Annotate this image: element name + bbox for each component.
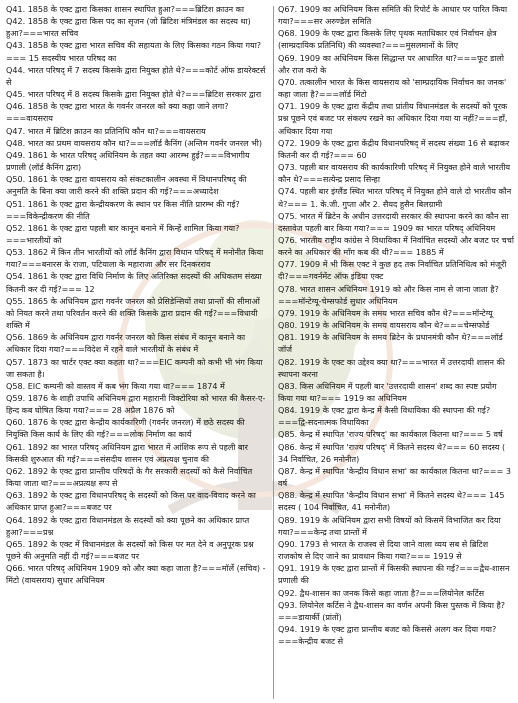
question-49: Q49. 1861 के भारत परिषद् अधिनियम के तहत क्या आरम्भ हुई?===विभागीय प्रणाली (लॉर्ड कैनिंग द्वारा) [6,150,250,173]
question-65: Q65. 1892 के एक्ट में विधानमंडल के सदस्यों को किस पर मत देने व अनुपूरक प्रश्न पूछने की अनुमति नहीं दी गई?===बजट पर [6,539,254,562]
question-83: Q83. किस अधिनियम में पहली बार 'उत्तरदायी शासन' शब्द का स्पष्ट प्रयोग किया गया था?=== 1919 का अधिनियम [278,381,497,403]
question-91: Q91. 1919 के एक्ट द्वारा प्रान्तों में किसकी स्थापना की गई?===द्वैध-शासन प्रणाली की [278,564,510,586]
question-53: Q53. 1862 में किन तीन भारतीयों को लॉर्ड कैनिंग द्वारा विधान परिषद् में मनोनीत किया गया?===बनारस के राजा, पटियाला के महाराजा और सर दिनकरराव [6,248,264,270]
question-93: Q93. लियोनेल कर्टिस ने द्वैध-शासन का वर्णन अपनी किस पुस्तक में किया है?===डायार्की (प्रांतों) [278,600,506,622]
question-63: Q63. 1892 के एक्ट द्वारा विधानपरिषद् के सदस्यों को किस पर वाद-विवाद करने का अधिकार प्राप्त हुआ?===बजट पर [6,491,256,513]
question-51: Q51. 1861 के एक्ट द्वारा केन्द्रीयकरण के स्थान पर किस नीति प्रारम्भ की गई?===विकेन्द्रीकरण की नीति [6,199,240,221]
question-64: Q64. 1892 के एक्ट द्वारा विधानमंडल के सदस्यों को क्या पूछने का अधिकार प्राप्त हुआ?===प्रश्न [6,515,250,537]
question-92: Q92. द्वैध-शासन का जनक किसे कहा जाता है?===लियोनेल कर्टिस [278,588,485,598]
question-54: Q54. 1861 के एक्ट द्वारा विधि निर्माण के लिए अतिरिक्त सदस्यों की अधिकतम संख्या कितनी कर दी गई?=== 12 [6,272,262,294]
left-column [6,4,268,588]
question-76: Q76. भारतीय राष्ट्रीय कांग्रेस ने विधायिका में निर्वाचित सदस्यों और बजट पर चर्चा करने का अधिकार की माँग कब की थी?=== 1885 में [278,235,514,258]
question-77: Q77. 1909 में भी किस एक्ट ने कुछ हद तक निर्वाचित प्रतिनिधित्व को मंजूरी दी?===गवर्नमेंट ऑफ इंडिया एक्ट [278,260,507,282]
question-81: Q81. 1919 के अधिनियम के समय ब्रिटेन के प्रधानमंत्री कौन थे?===लॉर्ड जॉर्ज [278,333,503,355]
question-68: Q68. 1909 के एक्ट द्वारा किसके लिए पृथक मताधिकार एवं निर्वाचन क्षेत्र (साम्प्रदायिक प्रतिनिधि) की व्यवस्था?===मुसलमानों के लिए [278,29,497,51]
question-89: Q89. 1919 के अधिनियम द्वारा सभी विषयों को किसमें विभाजित कर दिया गया?===केन्द्र तथा प्रान्तों में [278,515,501,537]
question-56: Q56. 1869 के अधिनियम द्वारा गवर्नर जनरल को किस संबंध में कानून बनाने का अधिकार दिया गया?===विदेश में रहने वाले भारतीयों के संबंध में [6,333,246,355]
question-45: Q45. भारत परिषद् में 8 सदस्य किसके द्वारा नियुक्त होते थे?===ब्रिटिश सरकार द्वारा [6,90,262,100]
column-divider [273,6,274,699]
question-41: Q41. 1858 के एक्ट द्वारा किसका शासन स्थापित हुआ?===ब्रिटिश क्राउन का [6,5,244,14]
question-62: Q62. 1892 के एक्ट द्वारा प्रान्तीय परिषदों के गैर सरकारी सदस्यों को कैसे निर्वाचित किया जाता था?===अप्रत्यक्ष रूप से [6,466,253,489]
question-74: Q74. पहली बार इंग्लैंड स्थित भारत परिषद् में नियुक्त होने वाले दो भारतीय कौन थे?=== 1. के.जी. गुप्ता और 2. सैयद हुसैन बिलग्रामी [278,187,512,209]
question-79: Q79. 1919 के अधिनियम के समय भारत सचिव कौन थे?===मॉन्टेग्यू [278,308,493,318]
question-58: Q58. EIC कम्पनी को वास्तव में कब भंग किया गया था?=== 1874 में [6,381,225,391]
question-73: Q73. पहली बार वायसराय की कार्यकारिणी परिषद् में नियुक्त होने वाले भारतीय कौन थे?===सत्येन्द्र प्रसाद सिन्हा [278,163,511,185]
question-43: Q43. 1858 के एक्ट द्वारा भारत सचिव की सहायता के लिए किसका गठन किया गया?=== 15 सदस्यीय भारत परिषद का [6,41,262,63]
question-52: Q52. 1861 के एक्ट द्वारा पहली बार कानून बनाने में किन्हें शामिल किया गया?===भारतीयों को [6,223,240,245]
question-71: Q71. 1909 के एक्ट द्वारा केंद्रीय तथा प्रांतीय विधानमंडल के सदस्यों को पूरक प्रश्न पूछने एवं बजट पर संकल्प रखने का अधिकार दिया गया या नहीं?===हाँ, अधिकार दिया गया [278,102,508,136]
question-90: Q90. 1793 से भारत के राजस्व से दिया जाने वाला व्यय सब से ब्रिटिश राजकोष से दिए जाने का प्रावधान किया गया?=== 1919 से [278,539,489,562]
question-60: Q60. 1876 के एक्ट द्वारा केन्द्रीय कार्यकारिणी (गवर्नर जनरल) में छठे सदस्य की नियुक्ति किस कार्य के लिए की गई?===लोक निर्माण का कार्य [6,418,245,440]
question-72: Q72. 1909 के एक्ट द्वारा केंद्रीय विधानपरिषद् में सदस्य संख्या 16 से बढ़ाकर कितनी कर दी गई?=== 60 [278,138,510,160]
right-column [278,4,514,648]
question-86: Q86. केन्द्र में स्थापित 'राज्य परिषद्' में कितने सदस्य थे?=== 60 सदस्य ( 34 निर्वाचित, 26 मनोनीत) [278,442,506,464]
question-44: Q44. भारत परिषद् में 7 सदस्य किसके द्वारा नियुक्त होते थे?===कोर्ट ऑफ डायरेक्टर्स से [6,65,266,87]
question-59: Q59. 1876 के शाही उपाधि अधिनियम द्वारा महारानी विक्टोरिया को भारत की कैसर-ए-हिन्द कब घोषित किया गया?=== 28 अप्रैल 1876 को [6,394,266,416]
question-88: Q88. केन्द्र में स्थापित 'केन्द्रीय विधान सभा' में कितने सदस्य थे?=== 145 सदस्य ( 104 निर्वाचित, 41 मनोनीत) [278,491,505,513]
question-78: Q78. भारत शासन अधिनियम 1919 को और किस नाम से जाना जाता है?===मॉन्टेग्यू-चेम्सफोर्ड सुधार अधिनियम [278,284,499,306]
question-69: Q69. 1909 का अधिनियम किस सिद्धान्त पर आधारित था?===फूट डालो और राज करो के [278,53,504,75]
question-94: Q94. 1919 के एक्ट द्वारा प्रान्तीय बजट को किससे अलग कर दिया गया?===केन्द्रीय बजट से [278,624,497,647]
question-84: Q84. 1919 के एक्ट द्वारा केन्द्र में कैसी विधायिका की स्थापना की गई?===द्वि-सदनात्मक विधायिका [278,406,491,428]
question-85: Q85. केन्द्र में स्थापित 'राज्य परिषद्' का कार्यकाल कितना था?=== 5 वर्ष [278,430,503,440]
question-46: Q46. 1858 के एक्ट द्वारा भारत के गवर्नर जनरल को क्या कहा जाने लगा?===वायसराय [6,102,229,124]
question-82: Q82. 1919 के एक्ट का उद्देश्य क्या था?===भारत में उत्तरदायी शासन की स्थापना करना [278,357,505,379]
question-87: Q87. केन्द्र में स्थापित 'केन्द्रीय विधान सभा' का कार्यकाल कितना था?=== 3 वर्ष [278,466,511,489]
question-61: Q61. 1892 का भारत परिषद् अधिनियम द्वारा भारत में आंशिक रूप से पहली बार किसकी शुरुआत की गई?===संसदीय शासन एवं अप्रत्यक्ष चुनाव की [6,442,248,464]
question-47: Q47. भारत में ब्रिटिश क्राउन का प्रतिनिधि कौन था?===वायसराय [6,126,206,136]
question-57: Q57. 1873 का चार्टर एक्ट क्या कहता था?===EIC कम्पनी को कभी भी भंग किया जा सकता है। [6,357,263,379]
question-66: Q66. भारत परिषद् अधिनियम 1909 को और क्या कहा जाता है?===मॉर्ले (सचिव) - मिंटो (वायसराय) सुधार अधिनियम [6,564,266,586]
question-48: Q48. भारत का प्रथम वायसराय कौन था?===लॉर्ड कैनिंग (अन्तिम गवर्नर जनरल भी) [6,138,263,148]
question-42: Q42. 1858 के एक्ट द्वारा किस पद का सृजन (जो ब्रिटिश मंत्रिमंडल का सदस्य था) हुआ?===भारत सचिव [6,17,251,39]
question-80: Q80. 1919 के अधिनियम के समय वायसराय कौन थे?===चेम्सफोर्ड [278,321,490,331]
question-55: Q55. 1865 के अधिनियम द्वारा गवर्नर जनरल को प्रेसिडेन्सियों तथा प्रान्तों की सीमाओं को नियत करने तथा परिवर्तन करने की शक्ति किसके द्वारा प्रदान की गई?===विधायी शक्ति में [6,296,260,331]
question-70: Q70. तत्कालीन भारत के किस वायसराय को 'साम्प्रदायिक निर्वाचन का जनक' कहा जाता है?===लॉर्ड मिंटो [278,77,507,100]
question-75: Q75. भारत में ब्रिटेन के अधीन उत्तरदायी सरकार की स्थापना करने का कौन सा दस्तावेज पहली बार किया गया?=== 1909 का भारत परिषद् अधिनियम [278,211,509,233]
question-50: Q50. 1861 के एक्ट द्वारा वायसराय को संकटकालीन अवस्था में विधानपरिषद् की अनुमति के बिना क्या जारी करने की शक्ति प्रदान की गई?===अध्यादेश [6,175,247,197]
question-67: Q67. 1909 का अधिनियम किस समिति की रिपोर्ट के आधार पर पारित किया गया?===सर अरुण्डेल समिति [278,5,508,27]
